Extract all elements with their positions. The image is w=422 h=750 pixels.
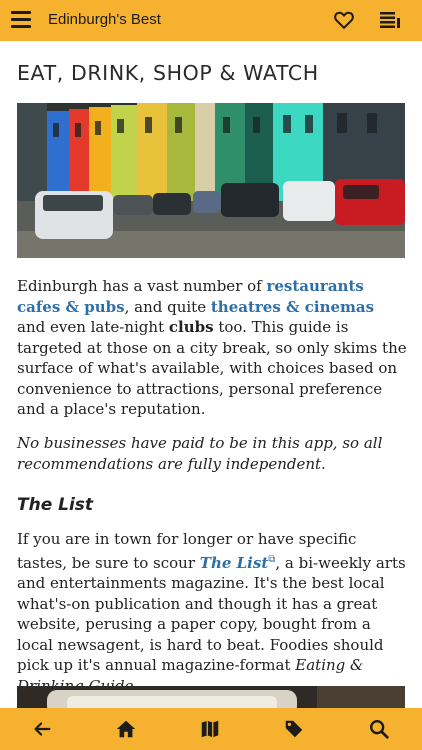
text-segment: too. This guide is targeted at those on a city break, so only skims the surface of what's available, with choices based on convenience to attractions, personal preference and a place's reputation. <box>17 318 407 418</box>
the-list-paragraph <box>17 529 407 696</box>
heart-icon[interactable] <box>333 9 355 31</box>
search-icon[interactable] <box>368 718 390 740</box>
disclaimer-paragraph: No businesses have paid to be in this app, so all recommendations are fully independent. <box>17 434 383 473</box>
article-scroll-area[interactable] <box>0 41 422 708</box>
section-heading: The List <box>17 495 94 515</box>
restaurants-link[interactable]: restaurants cafes & pubs <box>17 277 364 316</box>
the-list-link[interactable]: The List <box>199 553 269 572</box>
text-segment: Edinburgh has a vast number of <box>17 277 267 295</box>
map-icon[interactable] <box>199 718 221 740</box>
food-photo <box>17 686 405 708</box>
guide-title-text: Eating & <box>295 656 364 674</box>
bottom-nav <box>0 708 422 750</box>
back-arrow-icon[interactable] <box>31 718 53 740</box>
app-header <box>0 0 422 41</box>
home-icon[interactable] <box>115 718 137 740</box>
tag-icon[interactable] <box>283 718 305 740</box>
street-photo <box>17 103 405 258</box>
hamburger-menu-icon[interactable] <box>11 11 31 29</box>
list-icon[interactable] <box>380 12 400 28</box>
clubs-text: clubs <box>168 318 214 336</box>
page-title: EAT, DRINK, SHOP & WATCH <box>17 61 319 85</box>
text-segment: , and quite <box>124 297 211 316</box>
external-link-icon: ⧉ <box>268 553 276 565</box>
text-segment: If you are in town for longer or have specific tastes, be sure to scour <box>17 530 357 572</box>
text-segment: and even late-night <box>17 318 169 336</box>
text-segment: , a bi-weekly arts and entertainments magazine. It's the best local what's-on publication and though it has a great website, perusing a paper copy, bought from a local newsagent, is hard to beat. Foodies should pick up it's annual magazine-format <box>17 553 406 674</box>
app-title: Edinburgh's Best <box>48 11 161 28</box>
intro-paragraph <box>17 276 407 420</box>
theatres-link[interactable]: theatres & cinemas <box>210 297 375 316</box>
